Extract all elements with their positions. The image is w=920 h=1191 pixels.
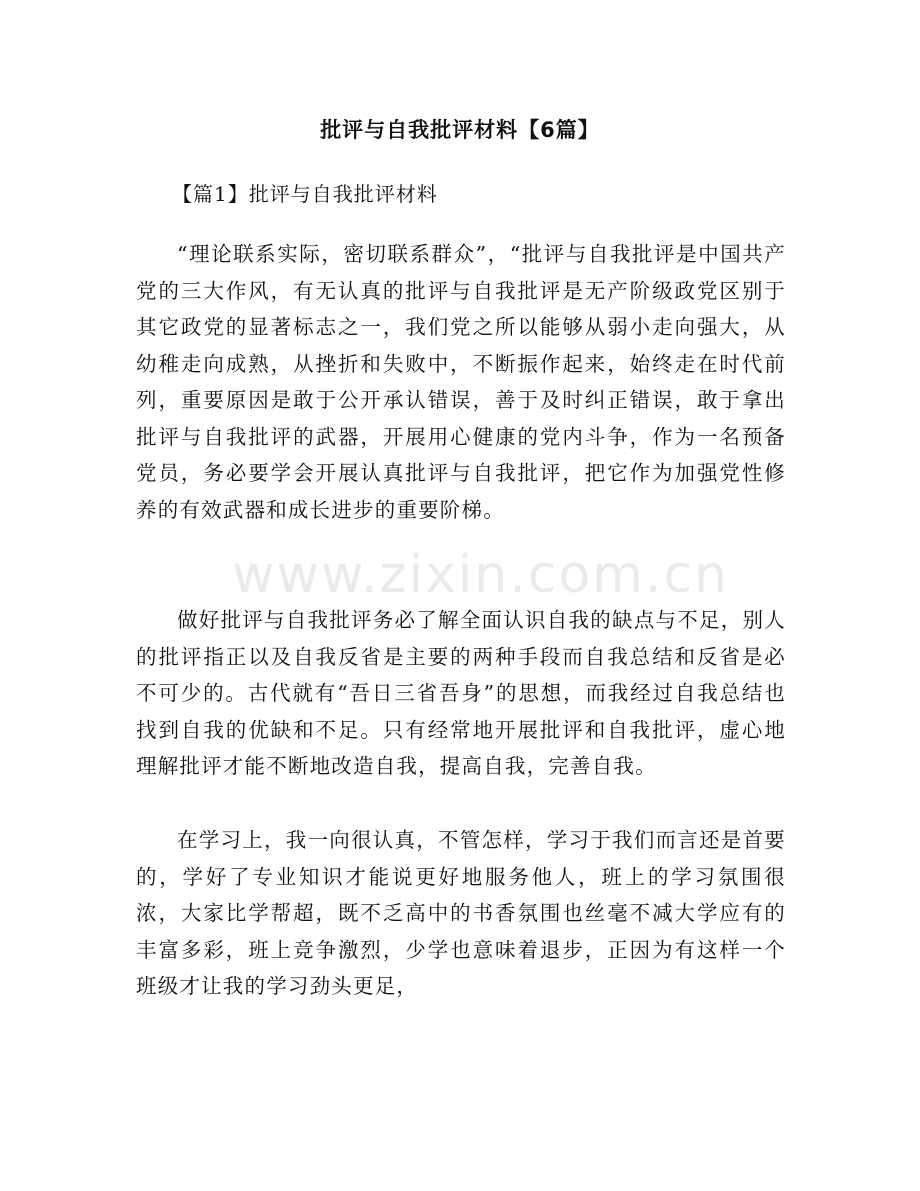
document-title: 批评与自我批评材料【6篇】 [320,118,600,142]
paragraph-2: 做好批评与自我批评务必了解全面认识自我的缺点与不足，别人的批评指正以及自我反省是主要的两种手段而自我总结和反省是必不可少的。古代就有“吾日三省吾身”的思想，而我经过自我总结也找到自我的优缺和不足。只有经常地开展批评和自我批评，虚心地理解批评才能不断地改造自我，提高自我，完善自我。 [136,608,786,778]
paragraph-1: “理论联系实际，密切联系群众”，“批评与自我批评是中国共产党的三大作风，有无认真的批评与自我批评是无产阶级政党区别于其它政党的显著标志之一，我们党之所以能够从弱小走向强大，从幼稚走向成熟，从挫折和失败中，不断振作起来，始终走在时代前列，重要原因是敢于公开承认错误，善于及时纠正错误，敢于拿出批评与自我批评的武器，开展用心健康的党内斗争，作为一名预备党员，务必要学会开展认真批评与自我批评，把它作为加强党性修养的有效武器和成长进步的重要阶梯。 [136,242,786,522]
section-heading: 【篇1】批评与自我批评材料 [172,182,438,206]
watermark: www.zixin.com.cn [232,545,729,605]
paragraph-3: 在学习上，我一向很认真，不管怎样，学习于我们而言还是首要的，学好了专业知识才能说更好地服务他人，班上的学习氛围很浓，大家比学帮超，既不乏高中的书香氛围也丝毫不减大学应有的丰富多彩，班上竞争激烈，少学也意味着退步，正因为有这样一个班级才让我的学习劲头更足， [136,828,786,998]
